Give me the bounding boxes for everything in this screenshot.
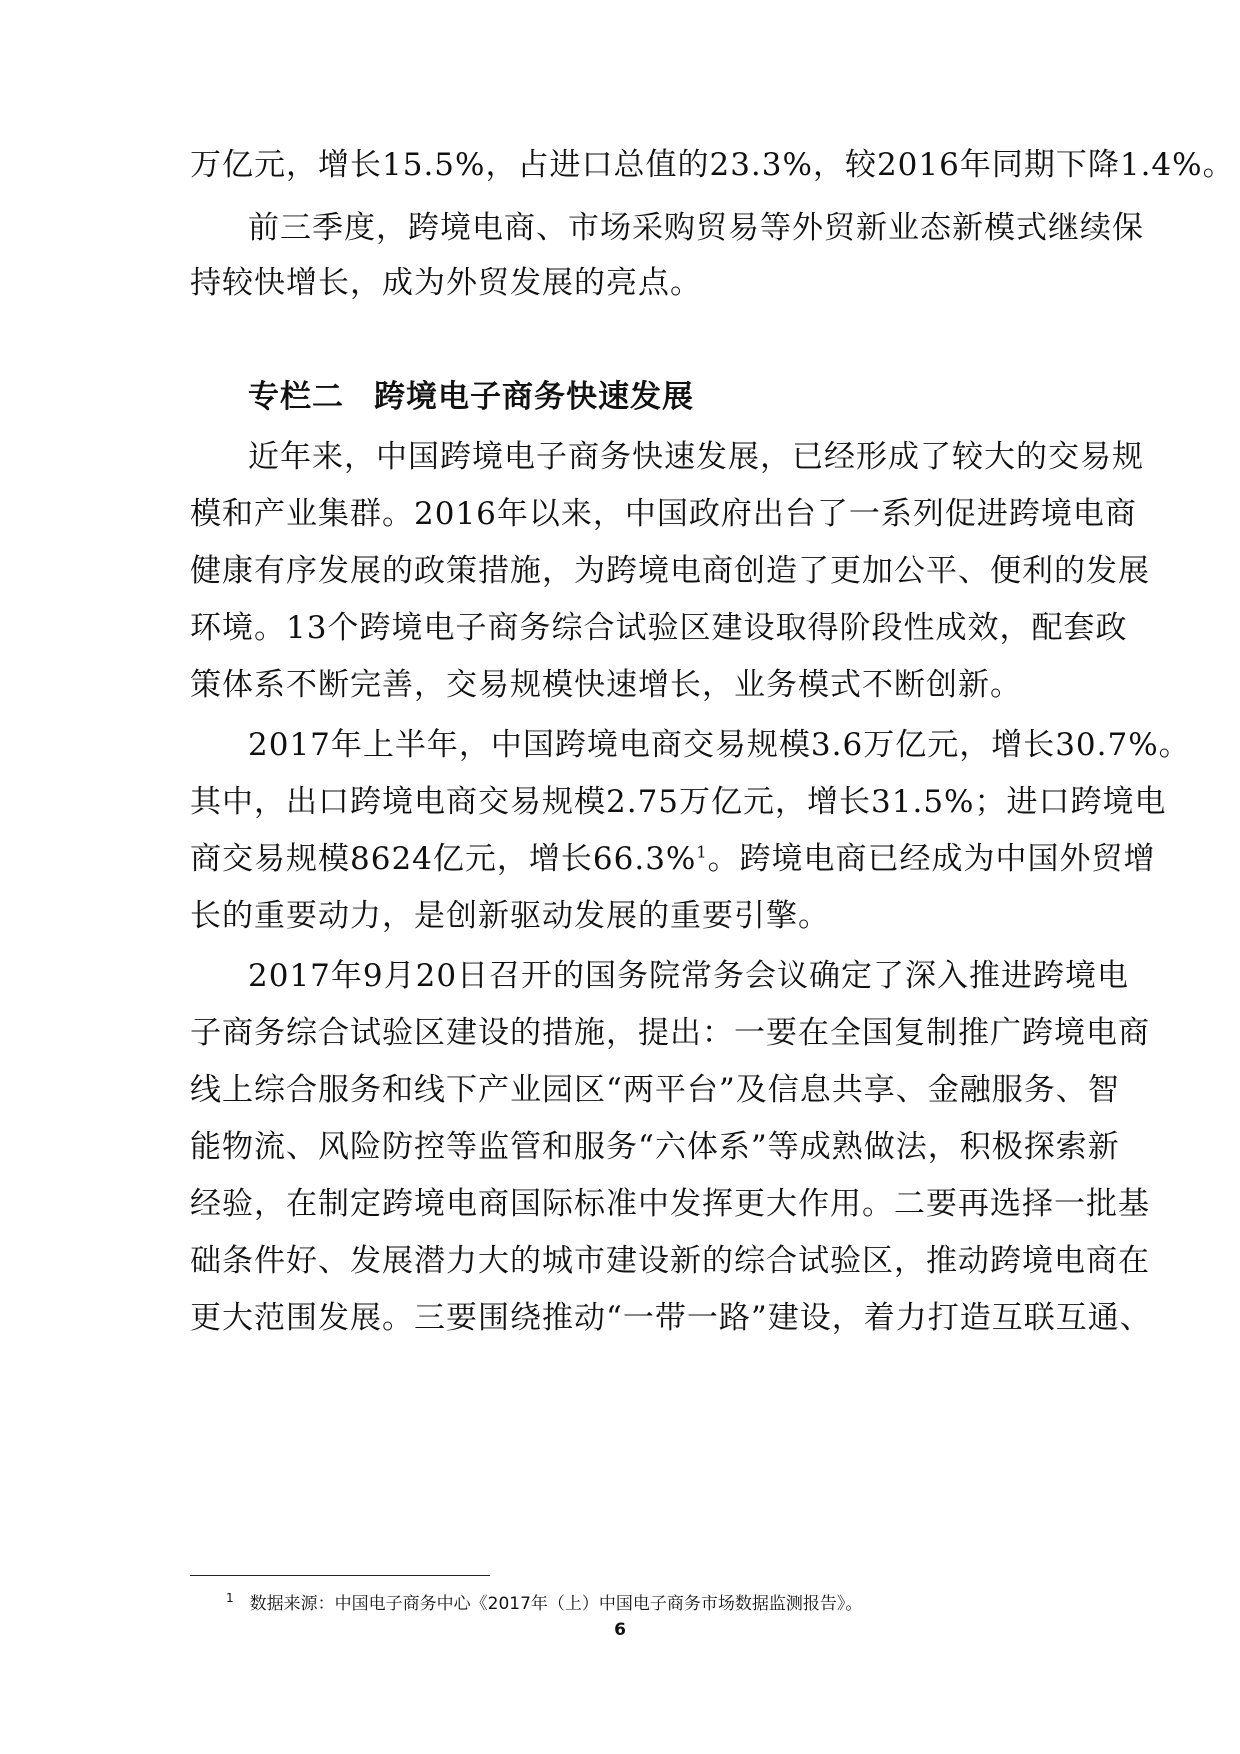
paragraph-scale-line-3-end: 。跨境电商已经成为中国外贸增	[707, 841, 1156, 877]
page-number: 6	[614, 1620, 626, 1640]
paragraph-policy-line-1: 2017年9月20日召开的国务院常务会议确定了深入推进跨境电	[248, 958, 1130, 994]
paragraph-overview-line-1: 近年来，中国跨境电子商务快速发展，已经形成了较大的交易规	[248, 439, 1144, 475]
paragraph-overview-line-2: 模和产业集群。2016年以来，中国政府出台了一系列促进跨境电商	[190, 496, 1137, 532]
column-heading-label: 专栏二	[248, 379, 344, 415]
paragraph-scale-line-3	[190, 839, 1156, 879]
paragraph-policy-line-2: 子商务综合试验区建设的措施，提出：一要在全国复制推广跨境电商	[190, 1015, 1150, 1051]
paragraph-scale-line-3-start: 商交易规模8624亿元，增长66.3%	[190, 841, 697, 877]
column-heading	[248, 377, 694, 417]
paragraph-overview-line-3: 健康有序发展的政策措施，为跨境电商创造了更加公平、便利的发展	[190, 553, 1150, 589]
paragraph-new-modes-line-1: 前三季度，跨境电商、市场采购贸易等外贸新业态新模式继续保	[248, 210, 1144, 246]
paragraph-overview-line-5: 策体系不断完善，交易规模快速增长，业务模式不断创新。	[190, 667, 1022, 703]
footnote	[226, 1592, 862, 1616]
paragraph-scale-line-4: 长的重要动力，是创新驱动发展的重要引擎。	[190, 898, 830, 934]
paragraph-new-modes-line-2: 持较快增长，成为外贸发展的亮点。	[190, 265, 702, 301]
paragraph-policy-line-4: 能物流、风险防控等监管和服务“六体系”等成熟做法，积极探索新	[190, 1129, 1120, 1165]
paragraph-policy-line-7: 更大范围发展。三要围绕推动“一带一路”建设，着力打造互联互通、	[190, 1300, 1152, 1336]
column-heading-title: 跨境电子商务快速发展	[374, 379, 694, 415]
paragraph-policy-line-3: 线上综合服务和线下产业园区“两平台”及信息共享、金融服务、智	[190, 1072, 1120, 1108]
paragraph-tail-line: 万亿元，增长15.5%，占进口总值的23.3%，较2016年同期下降1.4%。	[190, 147, 1235, 183]
footnote-mark: 1	[226, 1591, 234, 1606]
footnote-text: 数据来源：中国电子商务中心《2017年（上）中国电子商务市场数据监测报告》。	[249, 1594, 863, 1614]
footnote-reference[interactable]: 1	[696, 842, 708, 862]
paragraph-scale-line-1: 2017年上半年，中国跨境电商交易规模3.6万亿元，增长30.7%。	[248, 727, 1191, 763]
paragraph-policy-line-6: 础条件好、发展潜力大的城市建设新的综合试验区，推动跨境电商在	[190, 1243, 1150, 1279]
paragraph-policy-line-5: 经验，在制定跨境电商国际标准中发挥更大作用。二要再选择一批基	[190, 1186, 1150, 1222]
footnote-divider	[190, 1575, 490, 1576]
paragraph-scale-line-2: 其中，出口跨境电商交易规模2.75万亿元，增长31.5%；进口跨境电	[190, 784, 1167, 820]
paragraph-overview-line-4: 环境。13个跨境电子商务综合试验区建设取得阶段性成效，配套政	[190, 610, 1128, 646]
